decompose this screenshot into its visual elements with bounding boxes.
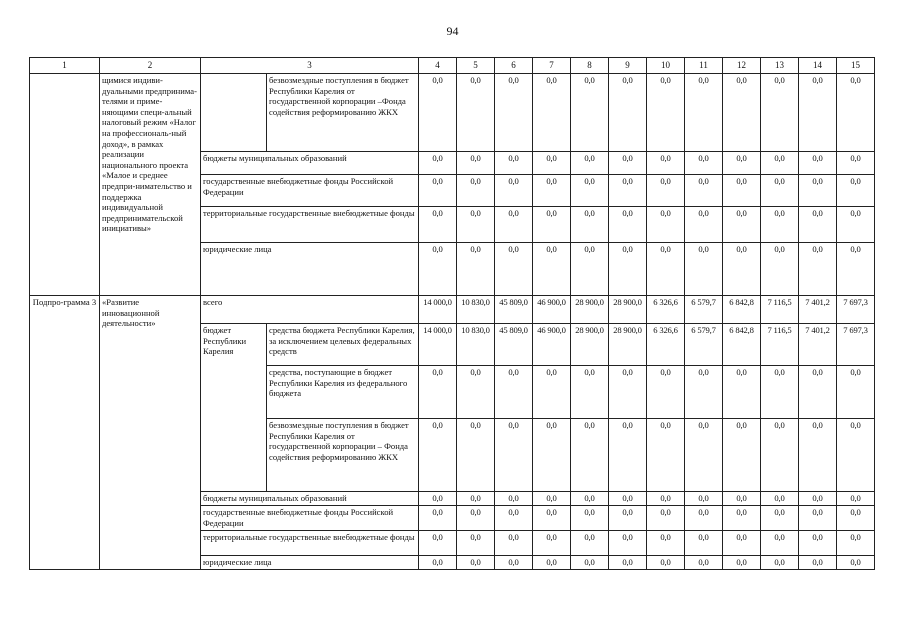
value-cell: 6 842,8 xyxy=(723,324,761,366)
value-cell: 0,0 xyxy=(799,175,837,207)
value-cell: 0,0 xyxy=(533,207,571,243)
row-label: государственные внебюджетные фонды Российской Федерации xyxy=(201,506,419,531)
row-label: юридические лица xyxy=(201,243,419,296)
value-cell: 0,0 xyxy=(799,531,837,556)
value-cell: 0,0 xyxy=(533,506,571,531)
value-cell: 0,0 xyxy=(533,152,571,175)
value-cell: 0,0 xyxy=(685,556,723,570)
value-cell: 0,0 xyxy=(457,207,495,243)
header-row xyxy=(30,58,875,74)
value-cell: 0,0 xyxy=(495,506,533,531)
value-cell: 0,0 xyxy=(457,243,495,296)
value-cell: 0,0 xyxy=(799,366,837,419)
value-cell: 0,0 xyxy=(685,506,723,531)
value-cell: 0,0 xyxy=(495,243,533,296)
value-cell: 0,0 xyxy=(571,243,609,296)
value-cell: 7 697,3 xyxy=(837,296,875,324)
value-cell: 0,0 xyxy=(571,419,609,492)
value-cell: 0,0 xyxy=(799,152,837,175)
header-cell: 4 xyxy=(419,58,457,74)
value-cell: 0,0 xyxy=(685,492,723,506)
value-cell: 0,0 xyxy=(647,207,685,243)
row-label: средства, поступающие в бюджет Республики Карелия из федерального бюджета xyxy=(267,366,419,419)
value-cell: 45 809,0 xyxy=(495,296,533,324)
value-cell: 28 900,0 xyxy=(609,324,647,366)
program-description: щимися индиви-дуальными предпринима-телями и приме-няющими специ-альный налоговый режим «Налог на профессиональ-ный доход», в рамках реализации национального проекта «Малое и среднее предпри-нимательство и поддержка индивидуальной предпринимательской инициативы» xyxy=(100,74,201,296)
value-cell: 0,0 xyxy=(799,492,837,506)
value-cell: 0,0 xyxy=(723,492,761,506)
value-cell: 0,0 xyxy=(457,506,495,531)
value-cell: 0,0 xyxy=(457,492,495,506)
value-cell: 0,0 xyxy=(647,419,685,492)
header-cell: 14 xyxy=(799,58,837,74)
value-cell: 0,0 xyxy=(609,207,647,243)
header-cell: 13 xyxy=(761,58,799,74)
value-cell: 0,0 xyxy=(837,175,875,207)
value-cell: 0,0 xyxy=(571,492,609,506)
value-cell: 0,0 xyxy=(647,175,685,207)
value-cell: 0,0 xyxy=(685,419,723,492)
value-cell: 28 900,0 xyxy=(571,324,609,366)
row-label: безвозмездные поступления в бюджет Республики Карелия от государственной корпорации –Фонда содействия реформированию ЖКХ xyxy=(267,74,419,152)
value-cell: 10 830,0 xyxy=(457,296,495,324)
value-cell: 0,0 xyxy=(799,506,837,531)
header-cell: 7 xyxy=(533,58,571,74)
value-cell: 0,0 xyxy=(609,419,647,492)
value-cell: 45 809,0 xyxy=(495,324,533,366)
value-cell: 0,0 xyxy=(419,492,457,506)
value-cell: 0,0 xyxy=(837,556,875,570)
value-cell: 46 900,0 xyxy=(533,324,571,366)
value-cell: 0,0 xyxy=(533,366,571,419)
value-cell: 0,0 xyxy=(761,152,799,175)
value-cell: 0,0 xyxy=(419,556,457,570)
value-cell: 28 900,0 xyxy=(571,296,609,324)
value-cell: 7 697,3 xyxy=(837,324,875,366)
program-description: «Развитие инновационной деятельности» xyxy=(100,296,201,570)
header-cell: 11 xyxy=(685,58,723,74)
value-cell: 0,0 xyxy=(761,531,799,556)
value-cell: 0,0 xyxy=(609,366,647,419)
row-label: средства бюджета Республики Карелия, за исключением целевых федеральных средств xyxy=(267,324,419,366)
subprogram-cell xyxy=(30,74,100,296)
value-cell: 0,0 xyxy=(723,366,761,419)
value-cell: 0,0 xyxy=(533,175,571,207)
header-cell: 8 xyxy=(571,58,609,74)
value-cell: 0,0 xyxy=(495,175,533,207)
header-cell: 5 xyxy=(457,58,495,74)
value-cell: 0,0 xyxy=(419,419,457,492)
value-cell: 0,0 xyxy=(723,419,761,492)
value-cell: 0,0 xyxy=(419,366,457,419)
value-cell: 0,0 xyxy=(723,207,761,243)
value-cell: 0,0 xyxy=(761,207,799,243)
value-cell: 0,0 xyxy=(457,366,495,419)
value-cell: 0,0 xyxy=(685,366,723,419)
value-cell: 0,0 xyxy=(647,531,685,556)
value-cell: 0,0 xyxy=(495,74,533,152)
value-cell: 0,0 xyxy=(723,74,761,152)
value-cell: 6 842,8 xyxy=(723,296,761,324)
value-cell: 0,0 xyxy=(533,556,571,570)
header-cell: 10 xyxy=(647,58,685,74)
value-cell: 0,0 xyxy=(761,175,799,207)
value-cell: 0,0 xyxy=(571,152,609,175)
value-cell: 6 326,6 xyxy=(647,324,685,366)
value-cell: 14 000,0 xyxy=(419,296,457,324)
value-cell: 0,0 xyxy=(457,419,495,492)
budget-group-label: бюджет Республики Карелия xyxy=(201,324,267,492)
value-cell: 6 579,7 xyxy=(685,296,723,324)
value-cell: 0,0 xyxy=(723,556,761,570)
value-cell: 0,0 xyxy=(609,506,647,531)
value-cell: 0,0 xyxy=(837,207,875,243)
value-cell: 0,0 xyxy=(457,74,495,152)
value-cell: 7 401,2 xyxy=(799,324,837,366)
value-cell: 0,0 xyxy=(419,243,457,296)
value-cell: 0,0 xyxy=(685,74,723,152)
value-cell: 0,0 xyxy=(723,531,761,556)
header-cell: 9 xyxy=(609,58,647,74)
value-cell: 0,0 xyxy=(647,366,685,419)
row-label: безвозмездные поступления в бюджет Республики Карелия от государственной корпорации – Фонда содействия реформированию ЖКХ xyxy=(267,419,419,492)
value-cell: 0,0 xyxy=(685,175,723,207)
value-cell: 0,0 xyxy=(799,243,837,296)
row-label: государственные внебюджетные фонды Российской Федерации xyxy=(201,175,419,207)
value-cell: 0,0 xyxy=(685,152,723,175)
value-cell: 0,0 xyxy=(609,175,647,207)
value-cell: 0,0 xyxy=(685,243,723,296)
value-cell: 0,0 xyxy=(647,152,685,175)
budget-table xyxy=(29,57,875,570)
value-cell: 7 116,5 xyxy=(761,324,799,366)
value-cell: 0,0 xyxy=(837,243,875,296)
row-label: территориальные государственные внебюджетные фонды xyxy=(201,207,419,243)
value-cell: 7 401,2 xyxy=(799,296,837,324)
page-number: 94 xyxy=(446,24,459,38)
value-cell: 7 116,5 xyxy=(761,296,799,324)
table-row xyxy=(30,74,875,152)
value-cell: 0,0 xyxy=(837,419,875,492)
value-cell: 6 579,7 xyxy=(685,324,723,366)
value-cell: 0,0 xyxy=(533,531,571,556)
value-cell: 0,0 xyxy=(571,366,609,419)
header-cell: 2 xyxy=(100,58,201,74)
value-cell: 0,0 xyxy=(495,531,533,556)
value-cell: 0,0 xyxy=(495,152,533,175)
value-cell: 0,0 xyxy=(571,506,609,531)
value-cell: 0,0 xyxy=(837,531,875,556)
value-cell: 0,0 xyxy=(457,531,495,556)
header-cell: 1 xyxy=(30,58,100,74)
value-cell: 6 326,6 xyxy=(647,296,685,324)
value-cell: 0,0 xyxy=(761,492,799,506)
value-cell: 0,0 xyxy=(419,175,457,207)
value-cell: 0,0 xyxy=(571,74,609,152)
value-cell: 0,0 xyxy=(609,531,647,556)
value-cell: 0,0 xyxy=(609,556,647,570)
value-cell: 0,0 xyxy=(761,419,799,492)
value-cell: 0,0 xyxy=(647,556,685,570)
value-cell: 0,0 xyxy=(609,74,647,152)
row-label: территориальные государственные внебюджетные фонды xyxy=(201,531,419,556)
table-row xyxy=(30,296,875,324)
value-cell: 0,0 xyxy=(495,492,533,506)
value-cell: 0,0 xyxy=(723,243,761,296)
value-cell: 14 000,0 xyxy=(419,324,457,366)
budget-group-cell xyxy=(201,74,267,152)
value-cell: 0,0 xyxy=(457,175,495,207)
value-cell: 0,0 xyxy=(723,175,761,207)
value-cell: 0,0 xyxy=(571,175,609,207)
value-cell: 0,0 xyxy=(837,492,875,506)
value-cell: 0,0 xyxy=(799,419,837,492)
value-cell: 10 830,0 xyxy=(457,324,495,366)
value-cell: 0,0 xyxy=(609,152,647,175)
value-cell: 0,0 xyxy=(761,366,799,419)
value-cell: 0,0 xyxy=(495,366,533,419)
value-cell: 0,0 xyxy=(419,74,457,152)
value-cell: 0,0 xyxy=(837,74,875,152)
row-label: всего xyxy=(201,296,419,324)
value-cell: 0,0 xyxy=(533,243,571,296)
value-cell: 0,0 xyxy=(647,492,685,506)
value-cell: 0,0 xyxy=(495,419,533,492)
value-cell: 0,0 xyxy=(419,207,457,243)
value-cell: 0,0 xyxy=(685,531,723,556)
value-cell: 0,0 xyxy=(609,243,647,296)
value-cell: 0,0 xyxy=(685,207,723,243)
header-cell: 12 xyxy=(723,58,761,74)
value-cell: 0,0 xyxy=(571,531,609,556)
value-cell: 0,0 xyxy=(761,506,799,531)
value-cell: 0,0 xyxy=(419,152,457,175)
value-cell: 0,0 xyxy=(457,152,495,175)
value-cell: 0,0 xyxy=(761,243,799,296)
value-cell: 0,0 xyxy=(419,506,457,531)
value-cell: 28 900,0 xyxy=(609,296,647,324)
value-cell: 0,0 xyxy=(571,556,609,570)
value-cell: 0,0 xyxy=(799,74,837,152)
value-cell: 46 900,0 xyxy=(533,296,571,324)
header-cell: 6 xyxy=(495,58,533,74)
value-cell: 0,0 xyxy=(419,531,457,556)
value-cell: 0,0 xyxy=(495,556,533,570)
value-cell: 0,0 xyxy=(533,419,571,492)
value-cell: 0,0 xyxy=(761,74,799,152)
row-label: бюджеты муниципальных образований xyxy=(201,492,419,506)
value-cell: 0,0 xyxy=(647,506,685,531)
header-cell: 3 xyxy=(201,58,419,74)
value-cell: 0,0 xyxy=(723,506,761,531)
value-cell: 0,0 xyxy=(495,207,533,243)
value-cell: 0,0 xyxy=(533,74,571,152)
value-cell: 0,0 xyxy=(647,243,685,296)
value-cell: 0,0 xyxy=(799,556,837,570)
value-cell: 0,0 xyxy=(837,366,875,419)
value-cell: 0,0 xyxy=(837,152,875,175)
value-cell: 0,0 xyxy=(799,207,837,243)
value-cell: 0,0 xyxy=(533,492,571,506)
value-cell: 0,0 xyxy=(761,556,799,570)
row-label: юридические лица xyxy=(201,556,419,570)
value-cell: 0,0 xyxy=(837,506,875,531)
subprogram-cell: Подпро-грамма 3 xyxy=(30,296,100,570)
value-cell: 0,0 xyxy=(609,492,647,506)
value-cell: 0,0 xyxy=(723,152,761,175)
header-cell: 15 xyxy=(837,58,875,74)
row-label: бюджеты муниципальных образований xyxy=(201,152,419,175)
value-cell: 0,0 xyxy=(647,74,685,152)
value-cell: 0,0 xyxy=(571,207,609,243)
value-cell: 0,0 xyxy=(457,556,495,570)
